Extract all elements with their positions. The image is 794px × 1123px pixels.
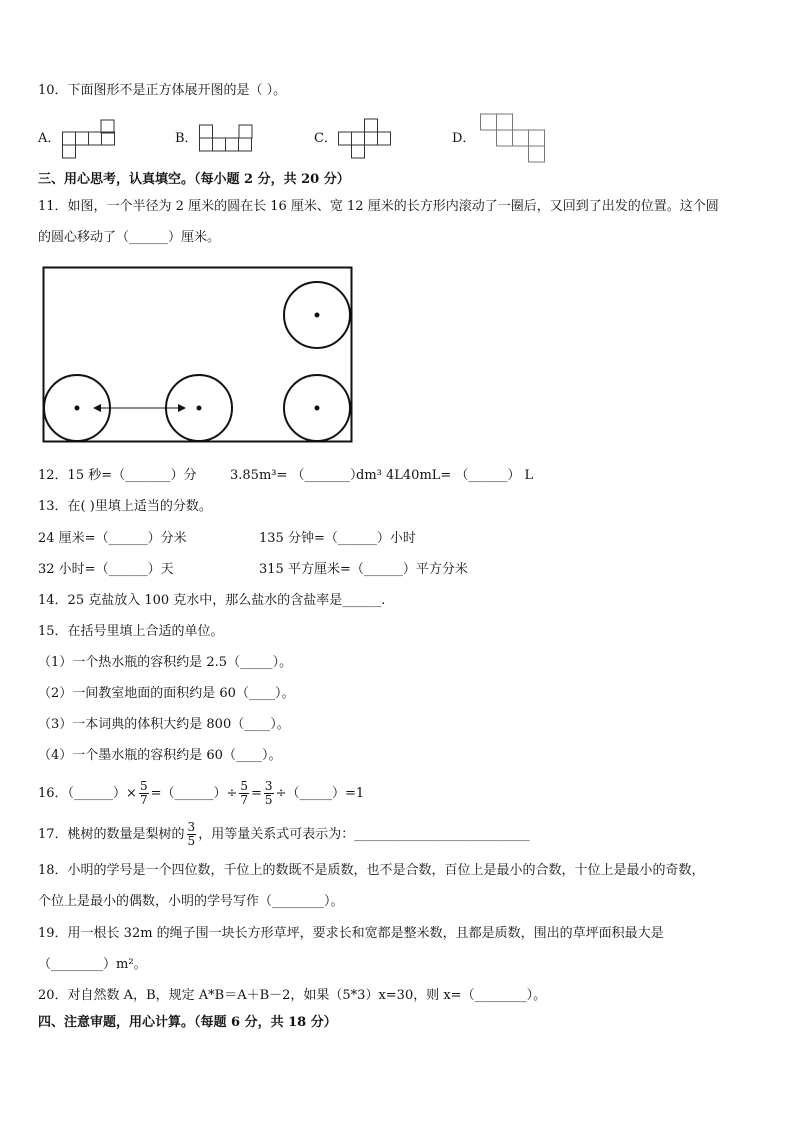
option-a-label: A． [38,131,61,146]
q18-line1: 18．小明的学号是一个四位数，千位上的数既不是质数，也不是合数，百位上是最小的合数，十位上是最小的奇数， [38,863,705,878]
q13-item-c: 32 小时=（______）天 [38,562,174,577]
q15-title: 15．在括号里填上合适的单位。 [38,624,224,639]
option-d-label: D． [452,131,476,146]
q15-item-3: （3）一本词典的体积大约是 800（____）。 [38,717,290,732]
q19-line2: （________）m²。 [38,957,147,972]
q11-line1: 11．如图，一个半径为 2 厘米的圆在长 16 厘米、宽 12 厘米的长方形内滚动了一圈后，又回到了出发的位置。这个圆 [38,199,719,214]
net-b-figure [199,124,254,154]
q17-part1: 17．桃树的数量是梨树的 [38,827,185,842]
q15-item-2: （2）一间教室地面的面积约是 60（____）。 [38,686,295,701]
q13-item-a: 24 厘米=（______）分米 [38,531,187,546]
q16-part3: = [251,786,262,801]
q12-part-b: 3.85m³= （_______） [230,468,364,483]
q18-line2: 个位上是最小的偶数，小明的学号写作（________）。 [38,894,344,909]
q16-fraction-2: $\frac{5}{7}$ [240,779,249,807]
q17-part2: ，用等量关系式可表示为：___________________________ [198,827,530,842]
q12-part-a: 12．15 秒=（_______）分 [38,468,197,483]
q15-item-4: （4）一个墨水瓶的容积约是 60（____）。 [38,748,282,763]
net-d-figure [480,113,548,165]
q13-title: 13．在( )里填上适当的分数。 [38,499,212,514]
q17-text [38,818,530,852]
q19-line1: 19．用一根长 32m 的绳子围一块长方形草坪，要求长和宽都是整米数，且都是质数，围出的草坪面积最大是 [38,926,664,941]
section-4-heading: 四、注意审题，用心计算。（每题 6 分，共 18 分） [38,1015,337,1030]
q17-fraction: $\frac{3}{5}$ [187,820,196,848]
q16-fraction-3: $\frac{3}{5}$ [264,779,273,807]
q16-fraction-1: $\frac{5}{7}$ [139,779,148,807]
net-c-figure [338,118,393,160]
q16-equation [38,777,364,811]
option-c-label: C． [314,131,337,146]
q15-item-1: （1）一个热水瓶的容积约是 2.5（_____）。 [38,655,293,670]
q11-line2: 的圆心移动了（______）厘米。 [38,230,221,245]
q10-text: 10．下面图形不是正方体展开图的是（ ）。 [38,83,287,98]
option-b-label: B． [175,131,198,146]
rectangle-boundary [44,268,352,442]
q14-text: 14．25 克盐放入 100 克水中，那么盐水的含盐率是______. [38,593,386,608]
q16-part1: 16．（______）× [38,786,137,801]
q20-text: 20．对自然数 A，B，规定 A*B＝A＋B－2，如果（5*3）x=30，则 x=（________）。 [38,988,547,1003]
section-3-heading: 三、用心思考，认真填空。（每小题 2 分，共 20 分） [38,172,350,187]
q16-part4: ÷（_____）=1 [275,786,365,801]
q13-item-d: 315 平方厘米=（______）平方分米 [259,562,468,577]
net-a-figure [62,119,116,159]
q16-part2: =（______）÷ [150,786,238,801]
rolling-circle-diagram [42,266,355,444]
q12-part-c: dm³ 4L40mL= （______） L [356,468,534,483]
q13-item-b: 135 分钟=（______）小时 [259,531,416,546]
